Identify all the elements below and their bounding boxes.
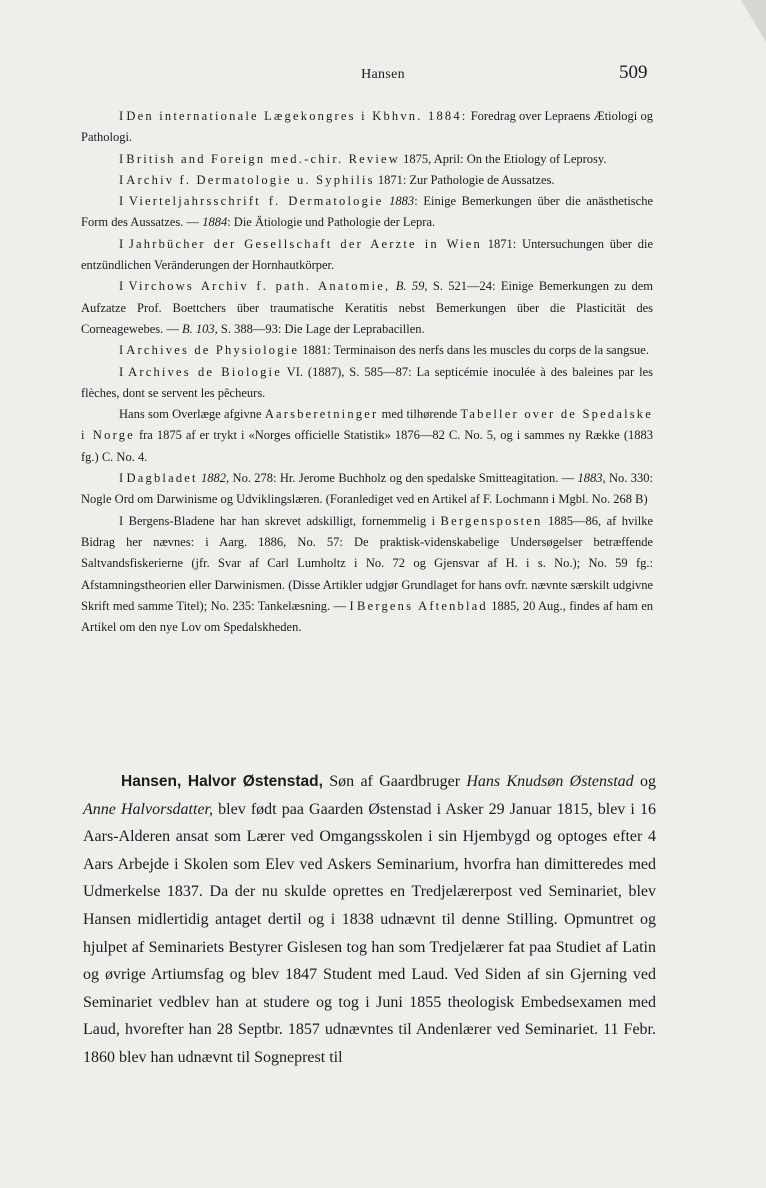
reference-entry: I Bergens-Bladene har han skrevet adskilligt, fornemmelig i Bergensposten 1885—86, af hvilke Bidrag her nævnes: i Aarg. 1886, No. 57: De praktisk-videnskabelige Undersøgelser betræffende Saltvandsfiskerierne (jfr. Svar af Carl Lumholtz i No. 72 og Gjensvar af H. i s. No.); No. 59 fg.: Afstamningstheorien eller Darwinismen. (Disse Artikler udgjør Grundlaget for hans ovfr. nævnte særskilt udgivne Skrift med samme Titel); No. 235: Tankelæsning. — I Bergens Aftenblad 1885, 20 Aug., findes af ham en Artikel om den nye Lov om Spedalskheden. bbox=[81, 513, 653, 635]
reference-entry: Hans som Overlæge afgivne Aarsberetninger med tilhørende Tabeller over de Spedalske i Norge fra 1875 af er trykt i «Norges officielle Statistik» 1876—82 C. No. 5, og i sammes ny Række (1883 fg.) C. No. 4. bbox=[81, 407, 654, 464]
page-number: 509 bbox=[619, 62, 648, 83]
reference-entry: I Den internationale Lægekongres i Kbhvn. 1884: Foredrag over Lepraens Ætiologi og Pathologi. bbox=[81, 109, 653, 145]
reference-entry: I Archiv f. Dermatologie u. Syphilis 1871: Zur Pathologie de Aussatzes. bbox=[119, 172, 555, 187]
reference-entry: I Dagbladet 1882, No. 278: Hr. Jerome Buchholz og den spedalske Smitteagitation. — 1883, No. 330: Nogle Ord om Darwinisme og Udviklingslæren. (Foranlediget ved en Artikel af F. Lochmann i Mgbl. No. 268 B) bbox=[81, 471, 653, 507]
reference-entry: I Archives de Biologie VI. (1887), S. 585—87: La septicémie inoculée à des baleines par les flèches, dont se servent les pêcheurs. bbox=[81, 364, 654, 400]
reference-entry: I Jahrbücher der Gesellschaft der Aerzte in Wien 1871: Untersuchungen über die entzündlichen Veränderungen der Hornhautkörper. bbox=[81, 236, 653, 273]
reference-entry: I Vierteljahrsschrift f. Dermatologie 1883: Einige Bemerkungen über die anästhetische Form des Aussatzes. — 1884: Die Ätiologie und Pathologie der Lepra. bbox=[81, 194, 654, 230]
bibliography-section bbox=[81, 106, 653, 638]
reference-entry: I British and Foreign med.-chir. Review 1875, April: On the Etiology of Leprosy. bbox=[119, 151, 607, 166]
running-header: Hansen bbox=[361, 67, 405, 82]
biography-paragraph: Hansen, Halvor Østenstad, Søn af Gaardbruger Hans Knudsøn Østenstad og Anne Halvorsdatter, blev født paa Gaarden Østenstad i Asker 29 Januar 1815, blev i 16 Aars-Alderen ansat som Lærer ved Omgangsskolen i sin Hjembygd og optoges efter 4 Aars Arbejde i Skolen som Elev ved Askers Seminarium, hvorfra han dimitteredes med Udmerkelse 1837. Da der nu skulde oprettes en Tredjelærerpost ved Seminariet, blev Hansen midlertidig antaget dertil og i 1838 udnævnt til denne Stilling. Opmuntret og hjulpet af Seminariets Bestyrer Gislesen tog han som Tredjelærer fat paa Studiet af Latin og øvrige Artiumsfag og blev 1847 Student med Laud. Ved Siden af sin Gjerning ved Seminariet vedblev han at studere og tog i Juni 1855 theologisk Embedsexamen med Laud, hvorefter han 28 Septbr. 1857 udnævntes til Andenlærer ved Seminariet. 11 Febr. 1860 blev han udnævnt til Sogneprest til bbox=[83, 773, 657, 1066]
reference-entry: I Virchows Archiv f. path. Anatomie, B. 59, S. 521—24: Einige Bemerkungen zu dem Aufzatze Prof. Boettchers über traumatische Keratitis nebst Bemerkungen über die Plasticität des Corneagewebes. — B. 103, S. 388—93: Die Lage der Leprabacillen. bbox=[81, 279, 653, 336]
page-corner-fold bbox=[724, 0, 766, 42]
biography-name: Hansen, Halvor Østenstad, bbox=[121, 773, 323, 790]
reference-entry: I Archives de Physiologie 1881: Terminaison des nerfs dans les muscles du corps de la sangsue. bbox=[119, 343, 649, 358]
biography-section bbox=[83, 768, 656, 1072]
